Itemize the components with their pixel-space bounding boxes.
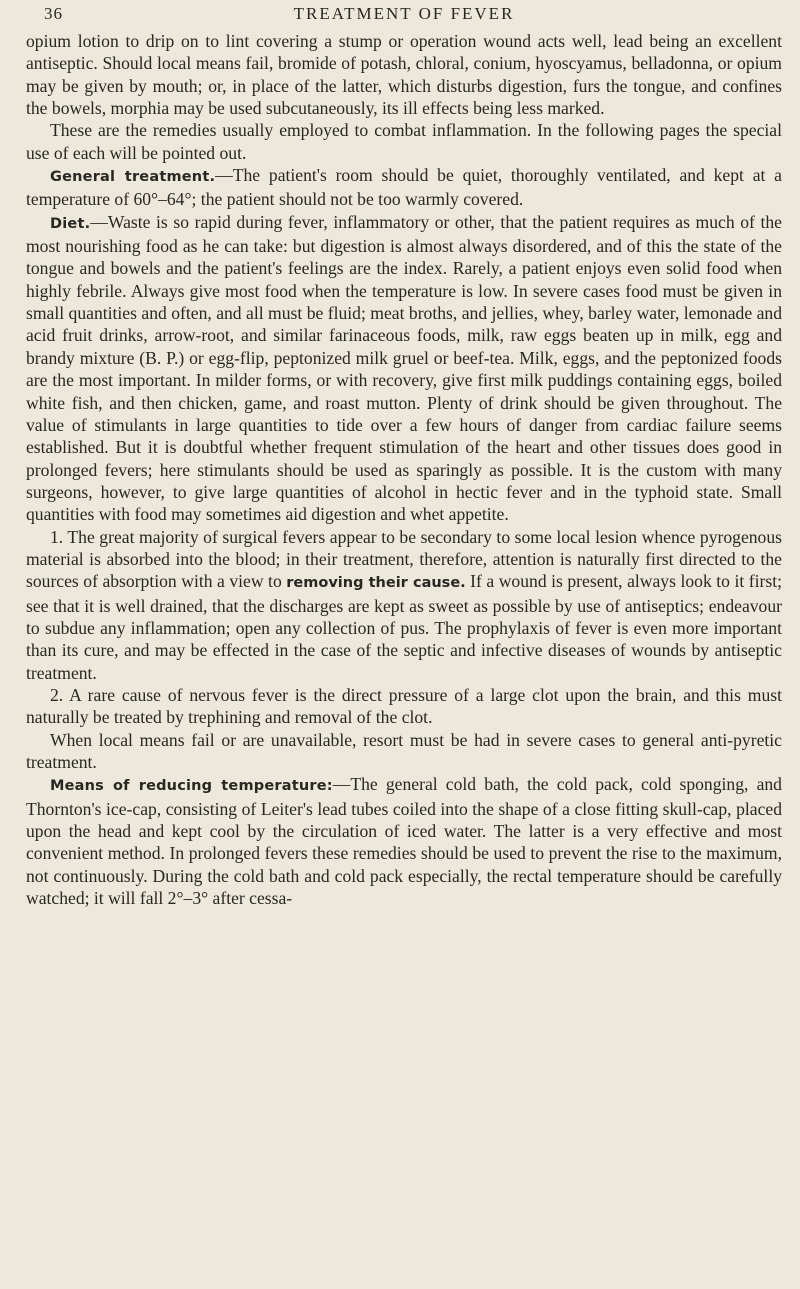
paragraph-text: —The patient's room should be quiet, thoroughly ventilated, and kept at a temperature of 60°–64°; the patient should not be too warmly covered. bbox=[26, 165, 782, 210]
paragraph: When local means fail or are unavailable, resort must be had in severe cases to general anti-pyretic treatment. bbox=[26, 729, 782, 772]
paragraph-diet bbox=[26, 211, 782, 526]
paragraph-general-treatment bbox=[26, 164, 782, 211]
paragraph: opium lotion to drip on to lint covering a stump or operation wound acts well, lead being an excellent antiseptic. Should local means fail, bromide of potash, chloral, conium, hyoscyamus, belladonna, or opium may be given by mouth; or, in place of the latter, which disturbs digestion, furs the tongue, and confines the bowels, morphia may be used subcutaneously, its ill effects being less marked. bbox=[26, 31, 782, 119]
paragraph-text: If a wound is present, always look to it first; see that it is well drained, that the discharges are kept as sweet as possible by use of antiseptics; endeavour to subdue any inflammation; open any collection of pus. The prophylaxis of fever is even more important than its cure, and may be effected in the case of the septic and infective diseases of wounds by antiseptic treatment. bbox=[26, 571, 782, 683]
page-header bbox=[26, 0, 782, 30]
paragraph-numbered-1 bbox=[26, 526, 782, 684]
paragraph-text: 1. The great majority of surgical fevers appear to be secondary to some local lesion whence pyrogenous material is absorbed into the blood; in their treatment, therefore, attention is naturally first directed to the sources of absorption with a view to bbox=[26, 526, 782, 592]
body-text bbox=[26, 30, 782, 909]
section-heading: General treatment. bbox=[50, 169, 216, 186]
emphasis-text: removing their cause. bbox=[286, 575, 466, 592]
section-heading: Means of reducing temperature: bbox=[50, 778, 333, 795]
paragraph-text: —The general cold bath, the cold pack, cold sponging, and Thornton's ice-cap, consisting of Leiter's lead tubes coiled into the shape of a close fitting skull-cap, placed upon the head and kept cool by the circulation of iced water. The latter is a very effective and most convenient method. In prolonged fevers these remedies should be used to prevent the rise to the maximum, not continuously. During the cold bath and cold pack especially, the rectal temperature should be carefully watched; it will fall 2°–3° after cessa- bbox=[26, 774, 782, 909]
page-number: 36 bbox=[44, 4, 63, 23]
paragraph-reducing-temperature bbox=[26, 773, 782, 909]
running-title: TREATMENT OF FEVER bbox=[293, 4, 515, 23]
paragraph-text: —Waste is so rapid during fever, inflammatory or other, that the patient requires as much of the most nourishing food as he can take: but digestion is almost always disordered, and of this the state of the tongue and bowels and the patient's feelings are the index. Rarely, a patient enjoys even solid food when highly febrile. Always give most food when the temperature is low. In severe cases food must be given in small quantities and often, and all must be fluid; meat broths, and jellies, whey, barley water, lemonade and acid fruit drinks, arrow-root, and similar farinaceous foods, milk, raw eggs beaten up in milk, egg and brandy mixture (B. P.) or egg-flip, peptonized milk gruel or beef-tea. Milk, eggs, and the peptonized foods are the most important. In milder forms, or with recovery, give first milk puddings containing eggs, boiled white fish, and then chicken, game, and roast mutton. Plenty of drink should be given throughout. The value of stimulants in large quantities to tide over a few hours of danger from cardiac failure seems established. But it is doubtful whether frequent stimulation of the heart and other tissues does good in prolonged fevers; here stimulants should be used as sparingly as possible. It is the custom with many surgeons, however, to give large quantities of alcohol in hectic fever and in the typhoid state. Small quantities with food may sometimes aid digestion and whet appetite. bbox=[26, 211, 782, 525]
paragraph: These are the remedies usually employed to combat inflammation. In the following pages the special use of each will be pointed out. bbox=[26, 120, 782, 163]
section-heading: Diet. bbox=[50, 215, 91, 232]
paragraph-numbered-2: 2. A rare cause of nervous fever is the direct pressure of a large clot upon the brain, and this must naturally be treated by trephining and removal of the clot. bbox=[26, 684, 782, 728]
